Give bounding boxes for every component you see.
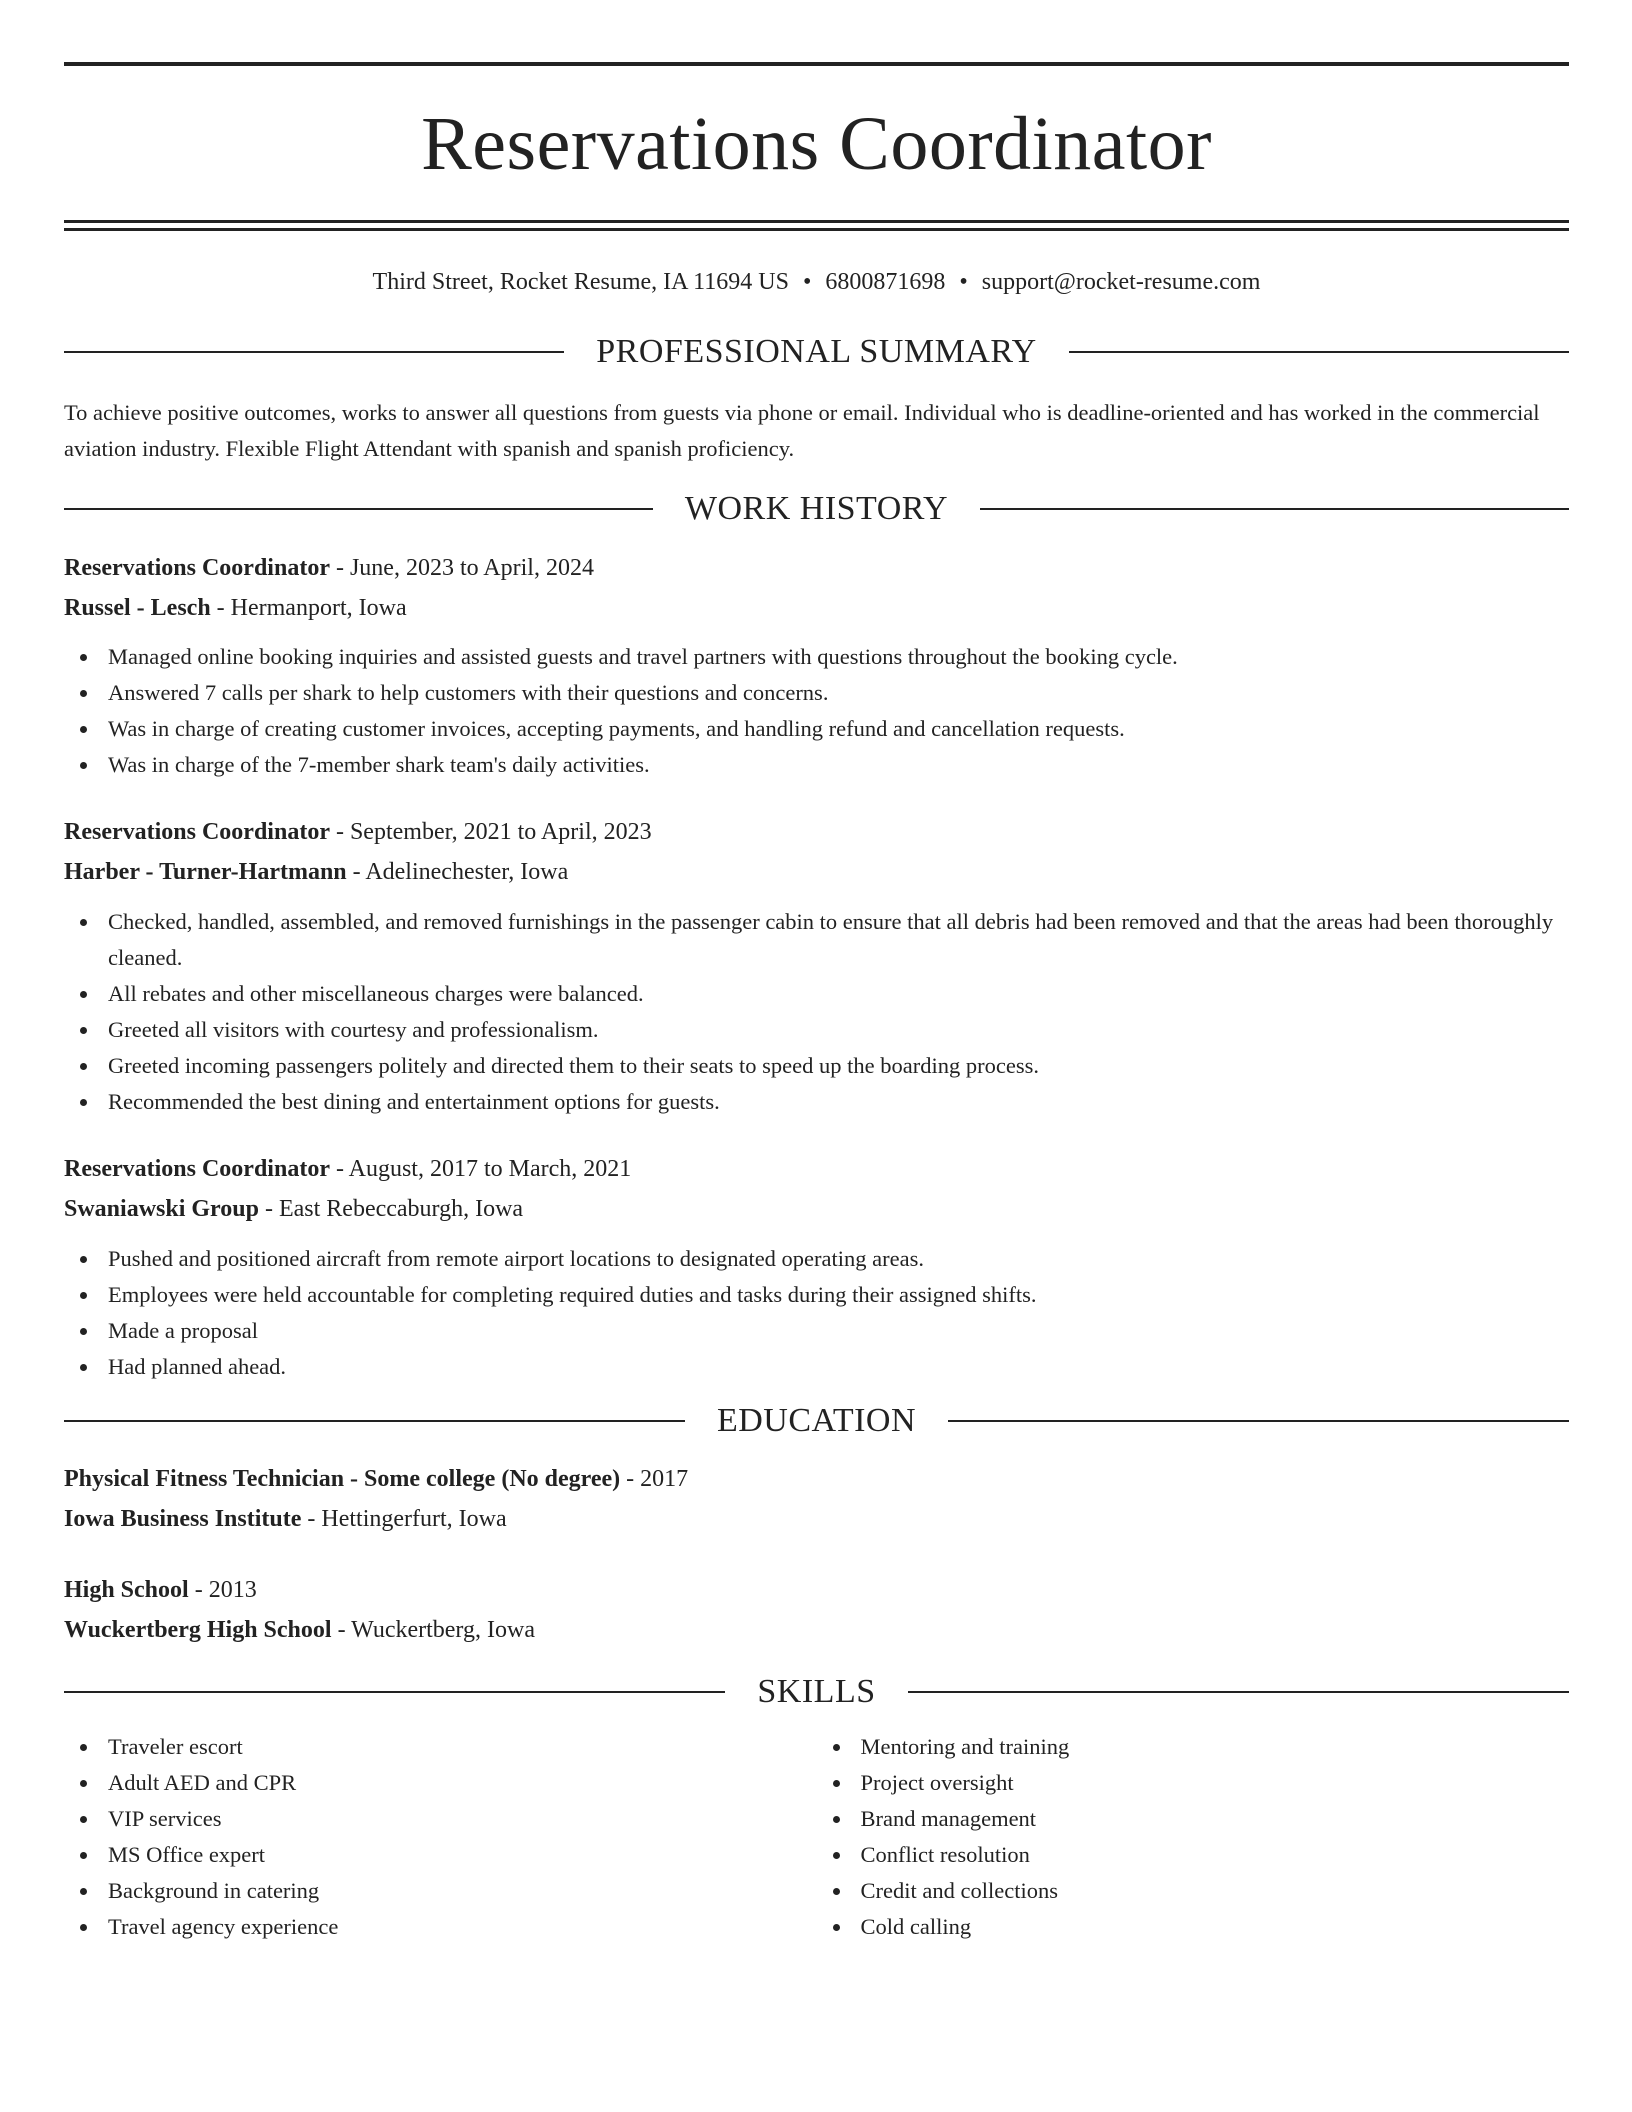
education-school-line <box>64 1499 1569 1539</box>
education-year: - 2017 <box>620 1466 689 1492</box>
list-item: Employees were held accountable for completing required duties and tasks during their assigned shifts. <box>108 1277 1569 1313</box>
list-item: Adult AED and CPR <box>108 1765 817 1801</box>
education-location: - Wuckertberg, Iowa <box>331 1617 535 1643</box>
skills-column-right <box>817 1729 1570 1945</box>
job-dates: - June, 2023 to April, 2024 <box>329 555 594 581</box>
list-item: Conflict resolution <box>861 1837 1570 1873</box>
list-item: Travel agency experience <box>108 1909 817 1945</box>
section-header-summary <box>64 332 1569 372</box>
list-item: Greeted incoming passengers politely and directed them to their seats to speed up the boarding process. <box>108 1048 1569 1084</box>
list-item: Recommended the best dining and entertainment options for guests. <box>108 1084 1569 1120</box>
education-school-line <box>64 1610 1569 1650</box>
contact-separator: • <box>802 269 812 295</box>
education-location: - Hettingerfurt, Iowa <box>301 1506 507 1532</box>
job-title-line <box>64 812 1569 852</box>
education-degree-line <box>64 1570 1569 1610</box>
job-dates: - September, 2021 to April, 2023 <box>329 819 652 845</box>
job-title-line <box>64 548 1569 588</box>
section-rule <box>980 508 1569 510</box>
skills-list <box>64 1729 1569 1945</box>
list-item: Project oversight <box>861 1765 1570 1801</box>
list-item: MS Office expert <box>108 1837 817 1873</box>
skills-column-left <box>64 1729 817 1945</box>
education-school: Wuckertberg High School <box>64 1617 332 1643</box>
list-item: Had planned ahead. <box>108 1349 1569 1385</box>
job-company: Russel - Lesch <box>64 595 211 621</box>
list-item: Checked, handled, assembled, and removed furnishings in the passenger cabin to ensure that all debris had been removed and that the areas had been thoroughly cleaned. <box>108 904 1569 976</box>
list-item: Mentoring and training <box>861 1729 1570 1765</box>
list-item: VIP services <box>108 1801 817 1837</box>
job-company: Harber - Turner-Hartmann <box>64 859 347 885</box>
list-item: Cold calling <box>861 1909 1570 1945</box>
section-header-work <box>64 489 1569 529</box>
section-rule <box>64 1691 725 1693</box>
job-location: - Adelinechester, Iowa <box>346 859 569 885</box>
list-item: Credit and collections <box>861 1873 1570 1909</box>
job-company-line <box>64 588 1569 628</box>
job-bullets <box>64 1241 1569 1385</box>
contact-address: Third Street, Rocket Resume, IA 11694 US <box>372 269 789 295</box>
education-school: Iowa Business Institute <box>64 1506 302 1532</box>
list-item: Brand management <box>861 1801 1570 1837</box>
contact-separator: • <box>959 269 968 295</box>
list-item: All rebates and other miscellaneous charges were balanced. <box>108 976 1569 1012</box>
education-degree: Physical Fitness Technician - Some college (No degree) <box>64 1466 621 1492</box>
job-entry <box>64 1149 1569 1385</box>
contact-email: support@rocket-resume.com <box>981 269 1261 295</box>
job-title: Reservations Coordinator <box>64 555 330 581</box>
job-bullets <box>64 904 1569 1120</box>
contact-phone: 6800871698 <box>825 269 946 295</box>
job-company-line <box>64 852 1569 892</box>
contact-line <box>64 267 1569 297</box>
job-title: Reservations Coordinator <box>64 1156 330 1182</box>
education-year: - 2013 <box>188 1577 257 1603</box>
section-title: PROFESSIONAL SUMMARY <box>596 333 1037 370</box>
top-rule <box>64 62 1569 66</box>
job-location: - Hermanport, Iowa <box>210 595 407 621</box>
list-item: Answered 7 calls per shark to help customers with their questions and concerns. <box>108 675 1569 711</box>
education-entry <box>64 1570 1569 1650</box>
section-header-skills <box>64 1672 1569 1712</box>
list-item: Pushed and positioned aircraft from remote airport locations to designated operating areas. <box>108 1241 1569 1277</box>
job-company-line <box>64 1189 1569 1229</box>
summary-paragraph: To achieve positive outcomes, works to answer all questions from guests via phone or email. Individual who is deadline-oriented and has worked in the commercial aviation industry. Flexible Flight Attendant with spanish and spanish proficiency. <box>64 400 1540 461</box>
list-item: Was in charge of creating customer invoices, accepting payments, and handling refund and cancellation requests. <box>108 711 1569 747</box>
section-rule <box>64 1420 685 1422</box>
section-title: EDUCATION <box>716 1402 917 1439</box>
list-item: Traveler escort <box>108 1729 817 1765</box>
job-title-line <box>64 1149 1569 1189</box>
education-degree-line <box>64 1459 1569 1499</box>
job-location: - East Rebeccaburgh, Iowa <box>258 1196 524 1222</box>
list-item: Was in charge of the 7-member shark team's daily activities. <box>108 747 1569 783</box>
list-item: Background in catering <box>108 1873 817 1909</box>
section-title: SKILLS <box>757 1673 876 1710</box>
section-rule <box>908 1691 1569 1693</box>
job-company: Swaniawski Group <box>64 1196 259 1222</box>
education-entry <box>64 1459 1569 1539</box>
list-item: Greeted all visitors with courtesy and professionalism. <box>108 1012 1569 1048</box>
section-rule <box>948 1420 1569 1422</box>
job-dates: - August, 2017 to March, 2021 <box>329 1156 632 1182</box>
section-rule <box>1069 351 1569 353</box>
resume-title: Reservations Coordinator <box>421 102 1212 186</box>
job-bullets <box>64 639 1569 783</box>
section-title: WORK HISTORY <box>684 490 949 527</box>
job-title: Reservations Coordinator <box>64 819 330 845</box>
section-rule <box>64 508 653 510</box>
list-item: Made a proposal <box>108 1313 1569 1349</box>
job-entry <box>64 548 1569 783</box>
title-double-rule <box>64 220 1569 231</box>
education-degree: High School <box>64 1577 189 1603</box>
list-item: Managed online booking inquiries and assisted guests and travel partners with questions throughout the booking cycle. <box>108 639 1569 675</box>
section-rule <box>64 351 564 353</box>
section-header-education <box>64 1401 1569 1441</box>
job-entry <box>64 812 1569 1120</box>
